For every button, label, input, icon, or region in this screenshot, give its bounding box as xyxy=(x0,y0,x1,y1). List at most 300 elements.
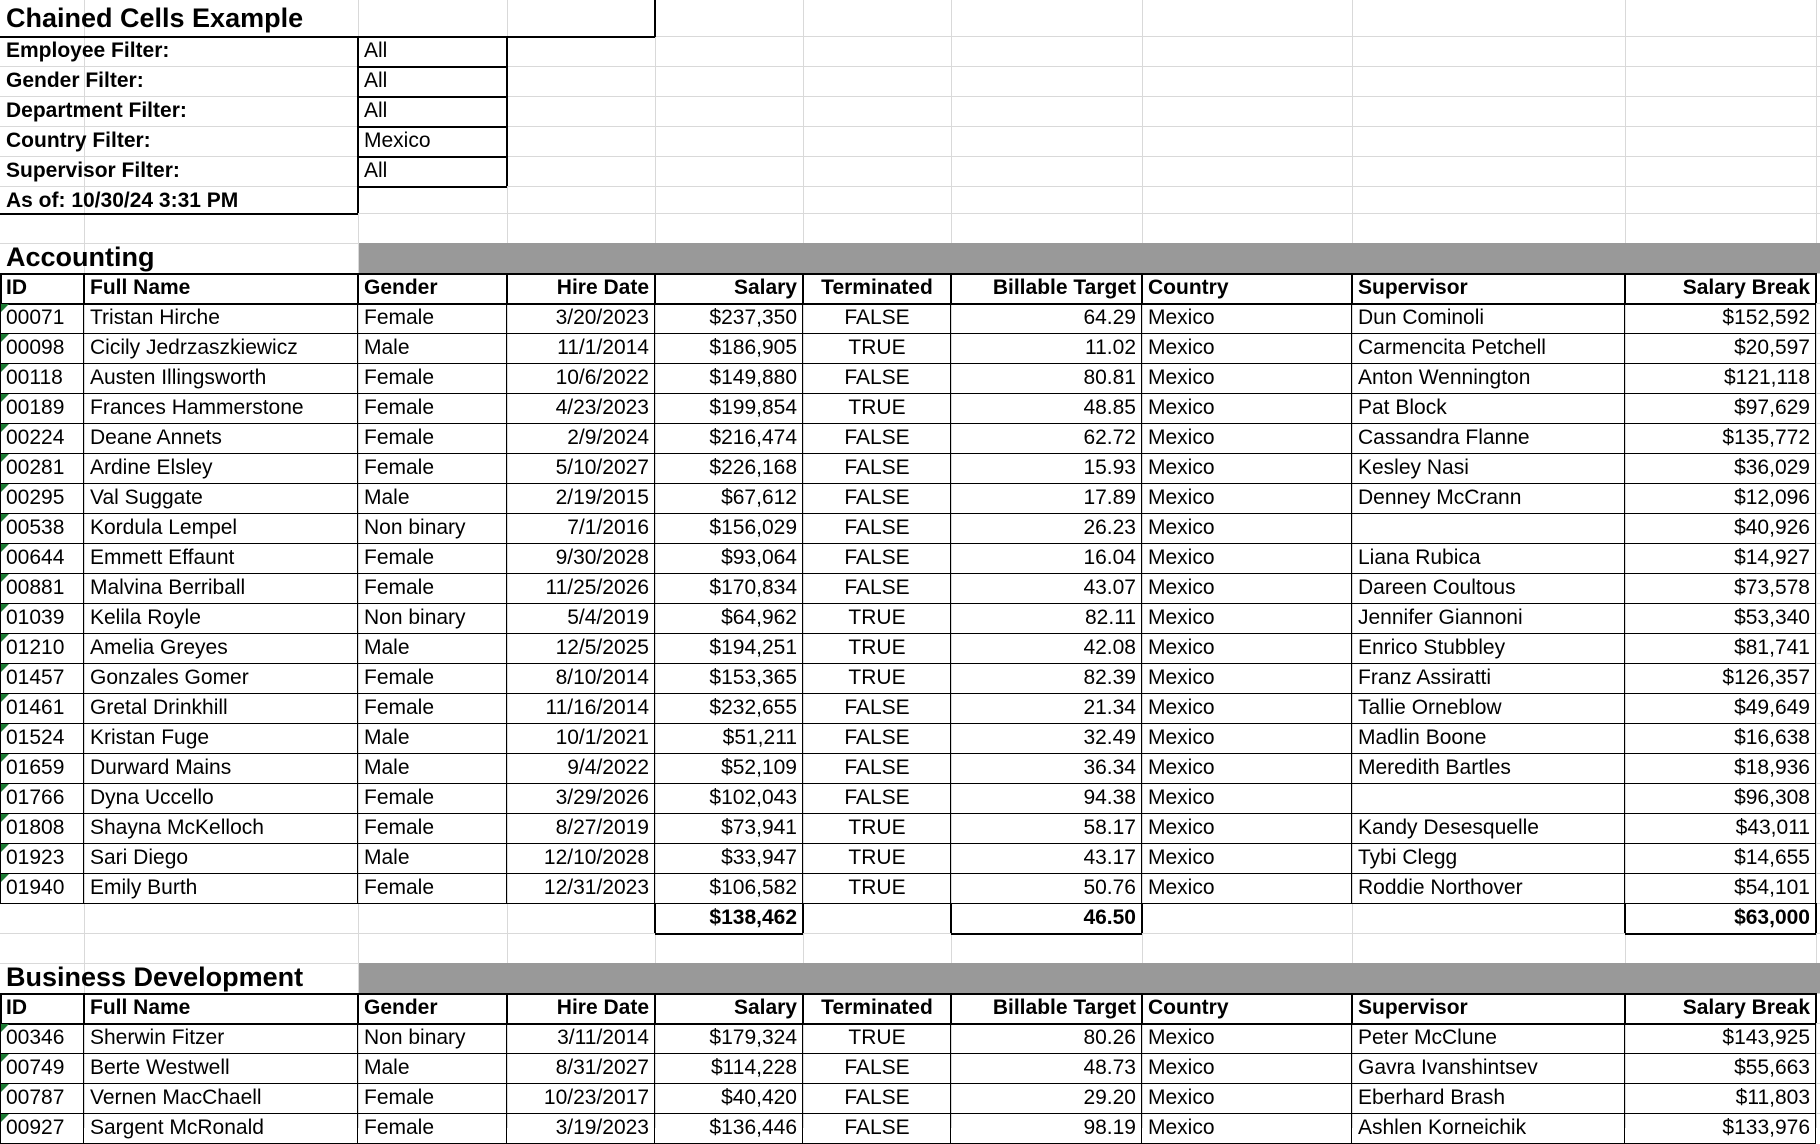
table-cell[interactable]: $12,096 xyxy=(1734,486,1810,509)
table-cell[interactable]: Berte Westwell xyxy=(90,1056,230,1079)
employee-id-cell[interactable]: 01524 xyxy=(6,726,65,749)
table-cell[interactable]: Roddie Northover xyxy=(1358,876,1523,899)
table-cell[interactable]: $97,629 xyxy=(1734,396,1810,419)
table-cell[interactable]: Sherwin Fitzer xyxy=(90,1026,225,1049)
table-cell[interactable] xyxy=(1352,783,1625,813)
table-cell[interactable]: FALSE xyxy=(844,756,910,779)
table-cell[interactable]: 8/27/2019 xyxy=(555,816,649,839)
table-cell[interactable]: Amelia Greyes xyxy=(90,636,228,659)
table-cell[interactable]: Kelila Royle xyxy=(90,606,201,629)
table-cell[interactable]: 16.04 xyxy=(1083,546,1136,569)
error-indicator-icon xyxy=(1,1114,9,1122)
column-header-supervisor[interactable]: Supervisor xyxy=(1358,996,1468,1019)
table-cell[interactable]: Dareen Coultous xyxy=(1358,576,1516,599)
table-cell[interactable]: Ardine Elsley xyxy=(90,456,213,479)
employee-id-cell[interactable]: 01940 xyxy=(6,876,65,899)
table-cell[interactable]: $237,350 xyxy=(709,306,797,329)
table-cell[interactable]: Jennifer Giannoni xyxy=(1358,606,1523,629)
table-cell[interactable]: $114,228 xyxy=(710,1056,797,1079)
table-cell[interactable]: Female xyxy=(364,696,435,719)
table-cell[interactable]: Female xyxy=(364,396,435,419)
table-cell[interactable]: 11.02 xyxy=(1085,336,1136,359)
table-cell[interactable]: $52,109 xyxy=(721,756,797,779)
table-cell[interactable]: TRUE xyxy=(848,876,906,899)
column-header-billable-target[interactable]: Billable Target xyxy=(992,996,1136,1019)
error-indicator-icon xyxy=(1,694,9,702)
table-cell[interactable]: Female xyxy=(364,576,435,599)
table-cell[interactable]: Sari Diego xyxy=(90,846,189,869)
filter-value-input[interactable]: All xyxy=(364,69,388,92)
table-cell[interactable]: $226,168 xyxy=(709,456,797,479)
table-cell[interactable]: Mexico xyxy=(1148,456,1215,479)
table-cell[interactable]: 12/10/2028 xyxy=(543,846,649,869)
table-cell[interactable]: FALSE xyxy=(844,306,910,329)
filter-value-input[interactable]: All xyxy=(364,99,388,122)
table-cell[interactable]: FALSE xyxy=(844,1086,910,1109)
column-header-billable-target[interactable]: Billable Target xyxy=(992,276,1136,299)
error-indicator-icon xyxy=(1,784,9,792)
table-cell[interactable]: Female xyxy=(364,816,435,839)
table-cell[interactable]: Anton Wennington xyxy=(1358,366,1531,389)
column-header-country[interactable]: Country xyxy=(1148,996,1229,1019)
table-cell[interactable]: FALSE xyxy=(844,366,910,389)
table-cell[interactable]: 80.81 xyxy=(1083,366,1136,389)
table-cell[interactable]: Mexico xyxy=(1148,666,1215,689)
employee-id-cell[interactable]: 01766 xyxy=(6,786,65,809)
employee-id-cell[interactable]: 00118 xyxy=(6,366,63,389)
table-cell[interactable]: Male xyxy=(364,1056,410,1079)
table-cell[interactable]: 9/4/2022 xyxy=(567,756,649,779)
table-cell[interactable]: 80.26 xyxy=(1083,1026,1136,1049)
table-cell[interactable]: Tristan Hirche xyxy=(90,306,220,329)
employee-id-cell[interactable]: 01461 xyxy=(6,696,65,719)
error-indicator-icon xyxy=(1,874,9,882)
table-cell[interactable]: $64,962 xyxy=(721,606,797,629)
table-cell[interactable]: 12/5/2025 xyxy=(555,636,649,659)
employee-id-cell[interactable]: 00787 xyxy=(6,1086,65,1109)
error-indicator-icon xyxy=(1,514,9,522)
table-cell[interactable]: Female xyxy=(364,1116,435,1139)
table-cell[interactable]: 94.38 xyxy=(1083,786,1136,809)
error-indicator-icon xyxy=(1,454,9,462)
table-cell[interactable]: Liana Rubica xyxy=(1358,546,1481,569)
table-cell[interactable]: FALSE xyxy=(844,426,910,449)
table-cell[interactable]: TRUE xyxy=(848,336,906,359)
table-cell[interactable]: 32.49 xyxy=(1083,726,1136,749)
table-cell[interactable]: Mexico xyxy=(1148,1056,1215,1079)
table-cell[interactable]: Denney McCrann xyxy=(1358,486,1522,509)
table-cell[interactable]: Val Suggate xyxy=(90,486,203,509)
table-cell[interactable]: Male xyxy=(364,726,410,749)
employee-id-cell[interactable]: 01039 xyxy=(6,606,65,629)
column-header-terminated[interactable]: Terminated xyxy=(821,276,933,299)
table-cell[interactable]: 82.39 xyxy=(1083,666,1136,689)
table-cell[interactable]: Female xyxy=(364,1086,435,1109)
table-cell[interactable]: 3/11/2014 xyxy=(557,1026,649,1049)
table-cell[interactable]: 17.89 xyxy=(1083,486,1136,509)
column-header-id[interactable]: ID xyxy=(6,996,27,1019)
table-cell[interactable]: 10/6/2022 xyxy=(555,366,649,389)
table-cell[interactable]: 10/1/2021 xyxy=(555,726,649,749)
table-cell[interactable]: 62.72 xyxy=(1083,426,1136,449)
table-cell[interactable]: 3/20/2023 xyxy=(555,306,649,329)
table-cell[interactable]: 36.34 xyxy=(1083,756,1136,779)
table-cell[interactable]: $170,834 xyxy=(709,576,797,599)
table-cell[interactable]: FALSE xyxy=(844,516,910,539)
employee-id-cell[interactable]: 00295 xyxy=(6,486,65,509)
table-cell[interactable]: 11/16/2014 xyxy=(545,696,649,719)
employee-id-cell[interactable]: 01210 xyxy=(6,636,65,659)
table-cell[interactable]: $11,803 xyxy=(1735,1086,1810,1109)
filter-label[interactable]: Department Filter: xyxy=(6,99,187,122)
table-cell[interactable]: $199,854 xyxy=(709,396,797,419)
table-cell[interactable]: Male xyxy=(364,336,410,359)
table-cell[interactable]: $135,772 xyxy=(1722,426,1810,449)
table-cell[interactable] xyxy=(1352,513,1625,543)
error-indicator-icon xyxy=(1,304,9,312)
filter-label[interactable]: Employee Filter: xyxy=(6,39,170,62)
table-cell[interactable]: Non binary xyxy=(364,606,466,629)
table-cell[interactable]: Mexico xyxy=(1148,726,1215,749)
table-cell[interactable]: 9/30/2028 xyxy=(555,546,649,569)
table-cell[interactable]: 7/1/2016 xyxy=(567,516,649,539)
table-cell[interactable]: Female xyxy=(364,546,435,569)
table-cell[interactable]: Deane Annets xyxy=(90,426,222,449)
employee-id-cell[interactable]: 00881 xyxy=(6,576,65,599)
table-cell[interactable]: Mexico xyxy=(1148,336,1215,359)
table-cell[interactable]: $16,638 xyxy=(1734,726,1810,749)
table-cell[interactable]: $194,251 xyxy=(709,636,797,659)
table-cell[interactable]: $14,927 xyxy=(1734,546,1810,569)
section-title[interactable]: Business Development xyxy=(6,962,304,992)
table-cell[interactable]: Shayna McKelloch xyxy=(90,816,264,839)
table-cell[interactable]: $33,947 xyxy=(721,846,797,869)
column-header-salary-break[interactable]: Salary Break xyxy=(1682,276,1810,299)
employee-id-cell[interactable]: 00749 xyxy=(6,1056,65,1079)
table-cell[interactable]: FALSE xyxy=(844,1056,910,1079)
table-cell[interactable]: 10/23/2017 xyxy=(543,1086,649,1109)
table-cell[interactable]: Mexico xyxy=(1148,486,1215,509)
table-cell[interactable]: $51,211 xyxy=(722,726,797,749)
table-cell[interactable]: FALSE xyxy=(844,786,910,809)
employee-id-cell[interactable]: 01808 xyxy=(6,816,65,839)
column-header-terminated[interactable]: Terminated xyxy=(821,996,933,1019)
table-cell[interactable]: Male xyxy=(364,636,410,659)
table-cell[interactable]: Male xyxy=(364,486,410,509)
table-cell[interactable]: Gretal Drinkhill xyxy=(90,696,228,719)
column-header-gender[interactable]: Gender xyxy=(364,996,438,1019)
error-indicator-icon xyxy=(1,334,9,342)
table-cell[interactable]: $73,941 xyxy=(721,816,797,839)
table-cell[interactable]: $106,582 xyxy=(709,876,797,899)
table-cell[interactable]: 8/10/2014 xyxy=(555,666,649,689)
table-cell[interactable]: Mexico xyxy=(1148,696,1215,719)
table-cell[interactable]: $18,936 xyxy=(1734,756,1810,779)
table-cell[interactable]: 12/31/2023 xyxy=(543,876,649,899)
as-of-timestamp[interactable]: As of: 10/30/24 3:31 PM xyxy=(6,189,239,212)
section-title[interactable]: Accounting xyxy=(6,242,155,272)
table-cell[interactable]: $73,578 xyxy=(1734,576,1810,599)
table-cell[interactable]: 43.07 xyxy=(1083,576,1136,599)
table-cell[interactable]: $152,592 xyxy=(1722,306,1810,329)
employee-id-cell[interactable]: 00281 xyxy=(6,456,65,479)
table-cell[interactable]: 29.20 xyxy=(1083,1086,1136,1109)
table-cell[interactable]: $179,324 xyxy=(709,1026,797,1049)
table-cell[interactable]: $14,655 xyxy=(1734,846,1810,869)
table-cell[interactable]: $54,101 xyxy=(1734,876,1810,899)
table-cell[interactable]: Female xyxy=(364,666,435,689)
total-salary[interactable]: $138,462 xyxy=(709,906,797,929)
table-cell[interactable]: $96,308 xyxy=(1734,786,1810,809)
table-cell[interactable]: 5/10/2027 xyxy=(555,456,649,479)
table-cell[interactable]: $102,043 xyxy=(709,786,797,809)
table-cell[interactable]: FALSE xyxy=(844,726,910,749)
table-cell[interactable]: FALSE xyxy=(844,1116,910,1139)
table-cell[interactable]: Gonzales Gomer xyxy=(90,666,249,689)
error-indicator-icon xyxy=(1,1084,9,1092)
table-cell[interactable]: 3/29/2026 xyxy=(555,786,649,809)
filter-value-input[interactable]: Mexico xyxy=(364,129,431,152)
table-cell[interactable]: $136,446 xyxy=(709,1116,797,1139)
column-header-hire-date[interactable]: Hire Date xyxy=(556,996,649,1019)
table-cell[interactable]: 15.93 xyxy=(1083,456,1136,479)
table-cell[interactable]: Mexico xyxy=(1148,306,1215,329)
table-cell[interactable]: Dun Cominoli xyxy=(1358,306,1485,329)
table-cell[interactable]: Mexico xyxy=(1148,366,1215,389)
table-cell[interactable]: FALSE xyxy=(844,456,910,479)
error-indicator-icon xyxy=(1,424,9,432)
table-cell[interactable]: $67,612 xyxy=(721,486,797,509)
table-cell[interactable]: Mexico xyxy=(1148,1086,1215,1109)
table-cell[interactable]: TRUE xyxy=(848,636,906,659)
total-salary-break[interactable]: $63,000 xyxy=(1734,906,1810,929)
table-cell[interactable]: Madlin Boone xyxy=(1358,726,1487,749)
table-cell[interactable]: Mexico xyxy=(1148,816,1215,839)
table-cell[interactable]: Franz Assiratti xyxy=(1358,666,1492,689)
table-cell[interactable]: Mexico xyxy=(1148,516,1215,539)
table-cell[interactable]: Emily Burth xyxy=(90,876,198,899)
error-indicator-icon xyxy=(1,364,9,372)
table-cell[interactable]: Dyna Uccello xyxy=(90,786,214,809)
filter-label[interactable]: Supervisor Filter: xyxy=(6,159,180,182)
table-cell[interactable]: Peter McClune xyxy=(1358,1026,1497,1049)
column-header-hire-date[interactable]: Hire Date xyxy=(556,276,649,299)
table-cell[interactable]: $186,905 xyxy=(709,336,797,359)
table-cell[interactable]: $20,597 xyxy=(1734,336,1810,359)
table-cell[interactable]: Female xyxy=(364,306,435,329)
error-indicator-icon xyxy=(1,754,9,762)
table-cell[interactable]: Female xyxy=(364,426,435,449)
error-indicator-icon xyxy=(1,394,9,402)
table-cell[interactable]: Vernen MacChaell xyxy=(90,1086,262,1109)
table-cell[interactable]: 11/25/2026 xyxy=(545,576,649,599)
table-cell[interactable]: Cicily Jedrzaszkiewicz xyxy=(90,336,298,359)
table-cell[interactable]: $40,926 xyxy=(1734,516,1810,539)
table-cell[interactable]: 5/4/2019 xyxy=(567,606,649,629)
table-cell[interactable]: TRUE xyxy=(848,816,906,839)
error-indicator-icon xyxy=(1,484,9,492)
table-cell[interactable]: Austen Illingsworth xyxy=(90,366,267,389)
table-cell[interactable]: Female xyxy=(364,876,435,899)
table-cell[interactable]: 43.17 xyxy=(1083,846,1136,869)
table-cell[interactable]: $49,649 xyxy=(1734,696,1810,719)
table-cell[interactable]: FALSE xyxy=(844,486,910,509)
table-cell[interactable]: Mexico xyxy=(1148,846,1215,869)
table-cell[interactable]: Gavra Ivanshintsev xyxy=(1358,1056,1538,1079)
table-cell[interactable]: FALSE xyxy=(844,696,910,719)
table-cell[interactable]: Non binary xyxy=(364,516,466,539)
column-header-full-name[interactable]: Full Name xyxy=(90,276,191,299)
table-cell[interactable]: Male xyxy=(364,756,410,779)
column-header-supervisor[interactable]: Supervisor xyxy=(1358,276,1468,299)
table-cell[interactable]: Mexico xyxy=(1148,426,1215,449)
table-cell[interactable]: 3/19/2023 xyxy=(555,1116,649,1139)
table-cell[interactable]: Kandy Desesquelle xyxy=(1358,816,1539,839)
employee-id-cell[interactable]: 01923 xyxy=(6,846,65,869)
table-cell[interactable]: Durward Mains xyxy=(90,756,232,779)
table-cell[interactable]: 42.08 xyxy=(1083,636,1136,659)
table-cell[interactable]: Mexico xyxy=(1148,756,1215,779)
table-cell[interactable]: 64.29 xyxy=(1083,306,1136,329)
table-cell[interactable]: 11/1/2014 xyxy=(557,336,649,359)
table-cell[interactable]: 21.34 xyxy=(1083,696,1136,719)
table-cell[interactable]: Mexico xyxy=(1148,1116,1215,1139)
table-cell[interactable]: $156,029 xyxy=(709,516,797,539)
table-cell[interactable]: 48.73 xyxy=(1083,1056,1136,1079)
filter-value-input[interactable]: All xyxy=(364,159,388,182)
table-cell[interactable]: TRUE xyxy=(848,606,906,629)
employee-id-cell[interactable]: 01659 xyxy=(6,756,65,779)
table-cell[interactable]: 4/23/2023 xyxy=(555,396,649,419)
table-cell[interactable]: Mexico xyxy=(1148,576,1215,599)
employee-id-cell[interactable]: 00644 xyxy=(6,546,65,569)
section-header-band xyxy=(359,243,1820,273)
table-cell[interactable]: Eberhard Brash xyxy=(1358,1086,1506,1109)
error-indicator-icon xyxy=(1,634,9,642)
table-cell[interactable]: 2/19/2015 xyxy=(555,486,649,509)
error-indicator-icon xyxy=(1,604,9,612)
column-header-salary[interactable]: Salary xyxy=(733,996,797,1019)
table-cell[interactable]: Female xyxy=(364,366,435,389)
table-cell[interactable]: 26.23 xyxy=(1083,516,1136,539)
table-cell[interactable]: Mexico xyxy=(1148,786,1215,809)
total-billable-target[interactable]: 46.50 xyxy=(1083,906,1136,929)
table-cell[interactable]: Female xyxy=(364,456,435,479)
table-cell[interactable]: $43,011 xyxy=(1735,816,1810,839)
filter-label[interactable]: Country Filter: xyxy=(6,129,151,152)
table-cell[interactable]: Mexico xyxy=(1148,396,1215,419)
table-cell[interactable]: $126,357 xyxy=(1722,666,1810,689)
table-cell[interactable]: TRUE xyxy=(848,846,906,869)
table-cell[interactable]: TRUE xyxy=(848,396,906,419)
employee-id-cell[interactable]: 00071 xyxy=(6,306,65,329)
table-cell[interactable]: $133,976 xyxy=(1722,1116,1810,1139)
table-cell[interactable]: Ashlen Korneichik xyxy=(1358,1116,1527,1139)
table-cell[interactable]: 2/9/2024 xyxy=(567,426,649,449)
error-indicator-icon xyxy=(1,574,9,582)
table-cell[interactable]: Mexico xyxy=(1148,876,1215,899)
table-cell[interactable]: Enrico Stubbley xyxy=(1358,636,1506,659)
table-cell[interactable]: $232,655 xyxy=(709,696,797,719)
column-header-salary-break[interactable]: Salary Break xyxy=(1682,996,1810,1019)
column-header-id[interactable]: ID xyxy=(6,276,27,299)
column-header-salary[interactable]: Salary xyxy=(733,276,797,299)
table-cell[interactable]: $93,064 xyxy=(721,546,797,569)
sheet-title[interactable]: Chained Cells Example xyxy=(6,3,304,33)
table-cell[interactable]: Mexico xyxy=(1148,1026,1215,1049)
column-header-country[interactable]: Country xyxy=(1148,276,1229,299)
table-cell[interactable]: 82.11 xyxy=(1085,606,1136,629)
table-cell[interactable]: Cassandra Flanne xyxy=(1358,426,1530,449)
error-indicator-icon xyxy=(1,1054,9,1062)
table-cell[interactable]: $143,925 xyxy=(1722,1026,1810,1049)
table-cell[interactable]: $81,741 xyxy=(1734,636,1810,659)
filter-label[interactable]: Gender Filter: xyxy=(6,69,144,92)
table-cell[interactable]: $216,474 xyxy=(709,426,797,449)
error-indicator-icon xyxy=(1,844,9,852)
table-cell[interactable]: Kristan Fuge xyxy=(90,726,210,749)
table-cell[interactable]: $40,420 xyxy=(721,1086,797,1109)
table-cell[interactable]: $55,663 xyxy=(1734,1056,1810,1079)
table-cell[interactable]: TRUE xyxy=(848,666,906,689)
table-cell[interactable]: Tybi Clegg xyxy=(1358,846,1458,869)
table-cell[interactable]: Mexico xyxy=(1148,606,1215,629)
table-cell[interactable]: Emmett Effaunt xyxy=(90,546,235,569)
employee-id-cell[interactable]: 00224 xyxy=(6,426,65,449)
table-cell[interactable]: Kesley Nasi xyxy=(1358,456,1469,479)
table-cell[interactable]: $36,029 xyxy=(1734,456,1810,479)
error-indicator-icon xyxy=(1,544,9,552)
employee-id-cell[interactable]: 00098 xyxy=(6,336,65,359)
table-cell[interactable]: Sargent McRonald xyxy=(90,1116,264,1139)
table-cell[interactable]: 98.19 xyxy=(1083,1116,1136,1139)
table-cell[interactable]: Kordula Lempel xyxy=(90,516,238,539)
table-cell[interactable]: 58.17 xyxy=(1083,816,1136,839)
table-cell[interactable]: Female xyxy=(364,786,435,809)
column-header-gender[interactable]: Gender xyxy=(364,276,438,299)
table-cell[interactable]: 48.85 xyxy=(1083,396,1136,419)
employee-id-cell[interactable]: 00538 xyxy=(6,516,65,539)
error-indicator-icon xyxy=(1,724,9,732)
table-cell[interactable]: FALSE xyxy=(844,576,910,599)
table-cell[interactable]: Male xyxy=(364,846,410,869)
table-cell[interactable]: 8/31/2027 xyxy=(555,1056,649,1079)
filter-value-input[interactable]: All xyxy=(364,39,388,62)
table-cell[interactable]: Mexico xyxy=(1148,636,1215,659)
employee-id-cell[interactable]: 00927 xyxy=(6,1116,65,1139)
table-cell[interactable]: FALSE xyxy=(844,546,910,569)
table-cell[interactable]: Tallie Orneblow xyxy=(1358,696,1502,719)
table-cell[interactable]: Carmencita Petchell xyxy=(1358,336,1546,359)
column-header-full-name[interactable]: Full Name xyxy=(90,996,191,1019)
employee-id-cell[interactable]: 00189 xyxy=(6,396,65,419)
table-cell[interactable]: Pat Block xyxy=(1358,396,1447,419)
table-cell[interactable]: Mexico xyxy=(1148,546,1215,569)
error-indicator-icon xyxy=(1,664,9,672)
table-cell[interactable]: Malvina Berriball xyxy=(90,576,246,599)
table-cell[interactable]: $153,365 xyxy=(709,666,797,689)
employee-id-cell[interactable]: 01457 xyxy=(6,666,65,689)
table-cell[interactable]: $53,340 xyxy=(1734,606,1810,629)
table-cell[interactable]: Meredith Bartles xyxy=(1358,756,1511,779)
table-cell[interactable]: Frances Hammerstone xyxy=(90,396,304,419)
table-cell[interactable]: Non binary xyxy=(364,1026,466,1049)
table-cell[interactable]: $121,118 xyxy=(1723,366,1810,389)
table-cell[interactable]: TRUE xyxy=(848,1026,906,1049)
table-cell[interactable]: $149,880 xyxy=(709,366,797,389)
employee-id-cell[interactable]: 00346 xyxy=(6,1026,65,1049)
table-cell[interactable]: 50.76 xyxy=(1083,876,1136,899)
